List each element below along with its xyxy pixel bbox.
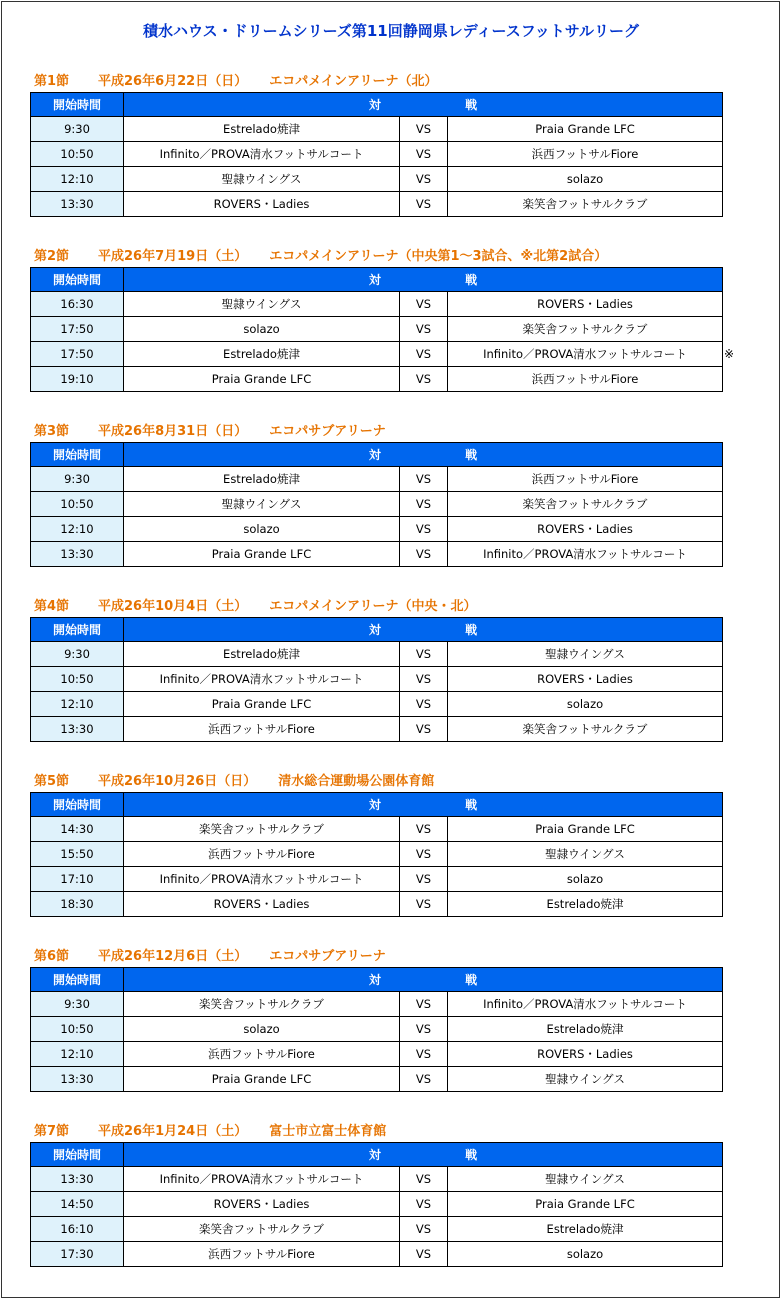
table-row	[31, 517, 723, 542]
vs-label: VS	[400, 1167, 448, 1192]
section-heading	[30, 247, 782, 267]
vs-label: VS	[400, 467, 448, 492]
table-row	[31, 1017, 723, 1042]
vs-label: VS	[400, 667, 448, 692]
home-team: Infinito／PROVA清水フットサルコート	[124, 667, 400, 692]
section-heading	[30, 597, 782, 617]
home-team: 浜西フットサルFiore	[124, 1242, 400, 1267]
home-team: 楽笑舎フットサルクラブ	[124, 992, 400, 1017]
away-team: Praia Grande LFC	[448, 1192, 723, 1217]
section-heading	[30, 772, 782, 792]
away-team: ROVERS・Ladies	[448, 517, 723, 542]
away-team: 楽笑舎フットサルクラブ	[448, 192, 723, 217]
schedule-table	[30, 967, 723, 1092]
away-team: 聖隷ウイングス	[448, 642, 723, 667]
match-time: 12:10	[31, 517, 124, 542]
away-team: Praia Grande LFC	[448, 117, 723, 142]
header-match: 対 戦	[124, 443, 723, 467]
home-team: solazo	[124, 317, 400, 342]
match-time: 12:10	[31, 692, 124, 717]
section-1	[30, 72, 782, 217]
section-2	[30, 247, 782, 392]
section-date: 平成26年10月26日（日）	[98, 774, 257, 789]
vs-label: VS	[400, 117, 448, 142]
home-team: 楽笑舎フットサルクラブ	[124, 817, 400, 842]
home-team: Infinito／PROVA清水フットサルコート	[124, 1167, 400, 1192]
header-time: 開始時間	[31, 268, 124, 292]
vs-label: VS	[400, 642, 448, 667]
away-team: 楽笑舎フットサルクラブ	[448, 492, 723, 517]
schedule-table	[30, 92, 723, 217]
table-row	[31, 167, 723, 192]
section-number: 第7節	[34, 1124, 70, 1139]
home-team: ROVERS・Ladies	[124, 1192, 400, 1217]
away-team: solazo	[448, 692, 723, 717]
home-team: 浜西フットサルFiore	[124, 717, 400, 742]
section-3	[30, 422, 782, 567]
away-team: 聖隷ウイングス	[448, 1167, 723, 1192]
away-team: Infinito／PROVA清水フットサルコート	[448, 992, 723, 1017]
vs-label: VS	[400, 892, 448, 917]
match-time: 10:50	[31, 142, 124, 167]
table-row	[31, 367, 723, 392]
vs-label: VS	[400, 542, 448, 567]
section-date: 平成26年6月22日（日）	[98, 74, 248, 89]
home-team: solazo	[124, 1017, 400, 1042]
section-date: 平成26年1月24日（土）	[98, 1124, 248, 1139]
header-time: 開始時間	[31, 1143, 124, 1167]
table-row	[31, 542, 723, 567]
table-row	[31, 492, 723, 517]
match-time: 15:50	[31, 842, 124, 867]
match-time: 9:30	[31, 992, 124, 1017]
home-team: solazo	[124, 517, 400, 542]
match-time: 14:30	[31, 817, 124, 842]
vs-label: VS	[400, 1017, 448, 1042]
match-time: 18:30	[31, 892, 124, 917]
table-row	[31, 1217, 723, 1242]
schedule-table	[30, 1142, 723, 1267]
vs-label: VS	[400, 717, 448, 742]
vs-label: VS	[400, 1067, 448, 1092]
home-team: Estrelado焼津	[124, 467, 400, 492]
table-row	[31, 642, 723, 667]
header-match: 対 戦	[124, 793, 723, 817]
match-time: 13:30	[31, 192, 124, 217]
section-4	[30, 597, 782, 742]
match-time: 17:50	[31, 317, 124, 342]
away-team: Praia Grande LFC	[448, 817, 723, 842]
match-time: 17:10	[31, 867, 124, 892]
section-heading	[30, 422, 782, 442]
vs-label: VS	[400, 342, 448, 367]
table-row	[31, 467, 723, 492]
table-row	[31, 842, 723, 867]
match-time: 13:30	[31, 717, 124, 742]
table-row	[31, 1192, 723, 1217]
section-heading	[30, 1122, 782, 1142]
away-team: 浜西フットサルFiore	[448, 467, 723, 492]
match-time: 19:10	[31, 367, 124, 392]
header-match: 対 戦	[124, 268, 723, 292]
table-row	[31, 867, 723, 892]
away-team: solazo	[448, 167, 723, 192]
table-row	[31, 1242, 723, 1267]
away-team: 浜西フットサルFiore	[448, 367, 723, 392]
home-team: 浜西フットサルFiore	[124, 1042, 400, 1067]
vs-label: VS	[400, 517, 448, 542]
vs-label: VS	[400, 292, 448, 317]
table-row	[31, 1067, 723, 1092]
schedule-table	[30, 617, 723, 742]
match-time: 10:50	[31, 492, 124, 517]
section-number: 第3節	[34, 424, 70, 439]
header-match: 対 戦	[124, 93, 723, 117]
vs-label: VS	[400, 1217, 448, 1242]
away-team: 聖隷ウイングス	[448, 1067, 723, 1092]
match-time: 9:30	[31, 642, 124, 667]
match-time: 12:10	[31, 1042, 124, 1067]
home-team: Infinito／PROVA清水フットサルコート	[124, 142, 400, 167]
section-heading	[30, 947, 782, 967]
table-row	[31, 892, 723, 917]
section-date: 平成26年10月4日（土）	[98, 599, 248, 614]
section-5	[30, 772, 782, 917]
match-time: 14:50	[31, 1192, 124, 1217]
vs-label: VS	[400, 492, 448, 517]
away-team: Estrelado焼津	[448, 1217, 723, 1242]
home-team: 聖隷ウイングス	[124, 492, 400, 517]
schedule-table	[30, 792, 723, 917]
away-team: 浜西フットサルFiore	[448, 142, 723, 167]
match-time: 10:50	[31, 667, 124, 692]
away-team: ROVERS・Ladies	[448, 1042, 723, 1067]
vs-label: VS	[400, 842, 448, 867]
home-team: Estrelado焼津	[124, 117, 400, 142]
vs-label: VS	[400, 142, 448, 167]
home-team: ROVERS・Ladies	[124, 192, 400, 217]
table-row	[31, 692, 723, 717]
home-team: 浜西フットサルFiore	[124, 842, 400, 867]
table-row	[31, 292, 723, 317]
section-heading	[30, 72, 782, 92]
page-title: 積水ハウス・ドリームシリーズ第11回静岡県レディースフットサルリーグ	[143, 22, 639, 40]
home-team: 聖隷ウイングス	[124, 167, 400, 192]
match-time: 13:30	[31, 542, 124, 567]
vs-label: VS	[400, 1242, 448, 1267]
header-match: 対 戦	[124, 1143, 723, 1167]
home-team: 聖隷ウイングス	[124, 292, 400, 317]
table-row	[31, 342, 723, 367]
vs-label: VS	[400, 367, 448, 392]
section-venue: 富士市立富士体育館	[269, 1124, 387, 1139]
match-time: 10:50	[31, 1017, 124, 1042]
table-row	[31, 717, 723, 742]
section-7	[30, 1122, 782, 1267]
home-team: Praia Grande LFC	[124, 692, 400, 717]
away-team: Estrelado焼津	[448, 892, 723, 917]
section-venue: 清水総合運動場公園体育館	[278, 774, 435, 789]
row-note-mark: ※	[724, 347, 735, 361]
away-team: 楽笑舎フットサルクラブ	[448, 717, 723, 742]
header-time: 開始時間	[31, 793, 124, 817]
match-time: 17:50	[31, 342, 124, 367]
schedule-table	[30, 442, 723, 567]
home-team: Praia Grande LFC	[124, 1067, 400, 1092]
match-time: 12:10	[31, 167, 124, 192]
section-venue: エコパメインアリーナ（中央・北）	[269, 599, 477, 614]
away-team: 聖隷ウイングス	[448, 842, 723, 867]
table-row	[31, 117, 723, 142]
away-team: solazo	[448, 867, 723, 892]
away-team: Infinito／PROVA清水フットサルコート	[448, 542, 723, 567]
table-row	[31, 317, 723, 342]
home-team: 楽笑舎フットサルクラブ	[124, 1217, 400, 1242]
match-time: 17:30	[31, 1242, 124, 1267]
table-row	[31, 142, 723, 167]
schedule-table	[30, 267, 723, 392]
vs-label: VS	[400, 817, 448, 842]
match-time: 13:30	[31, 1067, 124, 1092]
vs-label: VS	[400, 867, 448, 892]
header-time: 開始時間	[31, 618, 124, 642]
section-number: 第1節	[34, 74, 70, 89]
section-venue: エコパサブアリーナ	[269, 424, 386, 439]
home-team: Estrelado焼津	[124, 342, 400, 367]
section-number: 第5節	[34, 774, 70, 789]
vs-label: VS	[400, 317, 448, 342]
section-venue: エコパメインアリーナ（北）	[269, 74, 438, 89]
table-row	[31, 667, 723, 692]
vs-label: VS	[400, 692, 448, 717]
home-team: Infinito／PROVA清水フットサルコート	[124, 867, 400, 892]
vs-label: VS	[400, 1042, 448, 1067]
table-row	[31, 192, 723, 217]
home-team: Praia Grande LFC	[124, 542, 400, 567]
header-match: 対 戦	[124, 968, 723, 992]
match-time: 13:30	[31, 1167, 124, 1192]
home-team: Praia Grande LFC	[124, 367, 400, 392]
table-row	[31, 1042, 723, 1067]
table-row	[31, 1167, 723, 1192]
away-team: ROVERS・Ladies	[448, 292, 723, 317]
section-venue: エコパメインアリーナ（中央第1～3試合、※北第2試合）	[269, 249, 608, 264]
section-venue: エコパサブアリーナ	[269, 949, 386, 964]
vs-label: VS	[400, 167, 448, 192]
section-date: 平成26年7月19日（土）	[98, 249, 248, 264]
match-time: 16:30	[31, 292, 124, 317]
match-time: 9:30	[31, 117, 124, 142]
vs-label: VS	[400, 992, 448, 1017]
table-row	[31, 817, 723, 842]
away-team: solazo	[448, 1242, 723, 1267]
section-number: 第6節	[34, 949, 70, 964]
away-team: ROVERS・Ladies	[448, 667, 723, 692]
section-6	[30, 947, 782, 1092]
home-team: Estrelado焼津	[124, 642, 400, 667]
header-match: 対 戦	[124, 618, 723, 642]
section-number: 第2節	[34, 249, 70, 264]
section-date: 平成26年8月31日（日）	[98, 424, 248, 439]
header-time: 開始時間	[31, 93, 124, 117]
match-time: 9:30	[31, 467, 124, 492]
vs-label: VS	[400, 1192, 448, 1217]
away-team: Infinito／PROVA清水フットサルコート	[448, 342, 723, 367]
vs-label: VS	[400, 192, 448, 217]
header-time: 開始時間	[31, 968, 124, 992]
home-team: ROVERS・Ladies	[124, 892, 400, 917]
away-team: 楽笑舎フットサルクラブ	[448, 317, 723, 342]
match-time: 16:10	[31, 1217, 124, 1242]
section-date: 平成26年12月6日（土）	[98, 949, 248, 964]
away-team: Estrelado焼津	[448, 1017, 723, 1042]
section-number: 第4節	[34, 599, 70, 614]
table-row	[31, 992, 723, 1017]
header-time: 開始時間	[31, 443, 124, 467]
